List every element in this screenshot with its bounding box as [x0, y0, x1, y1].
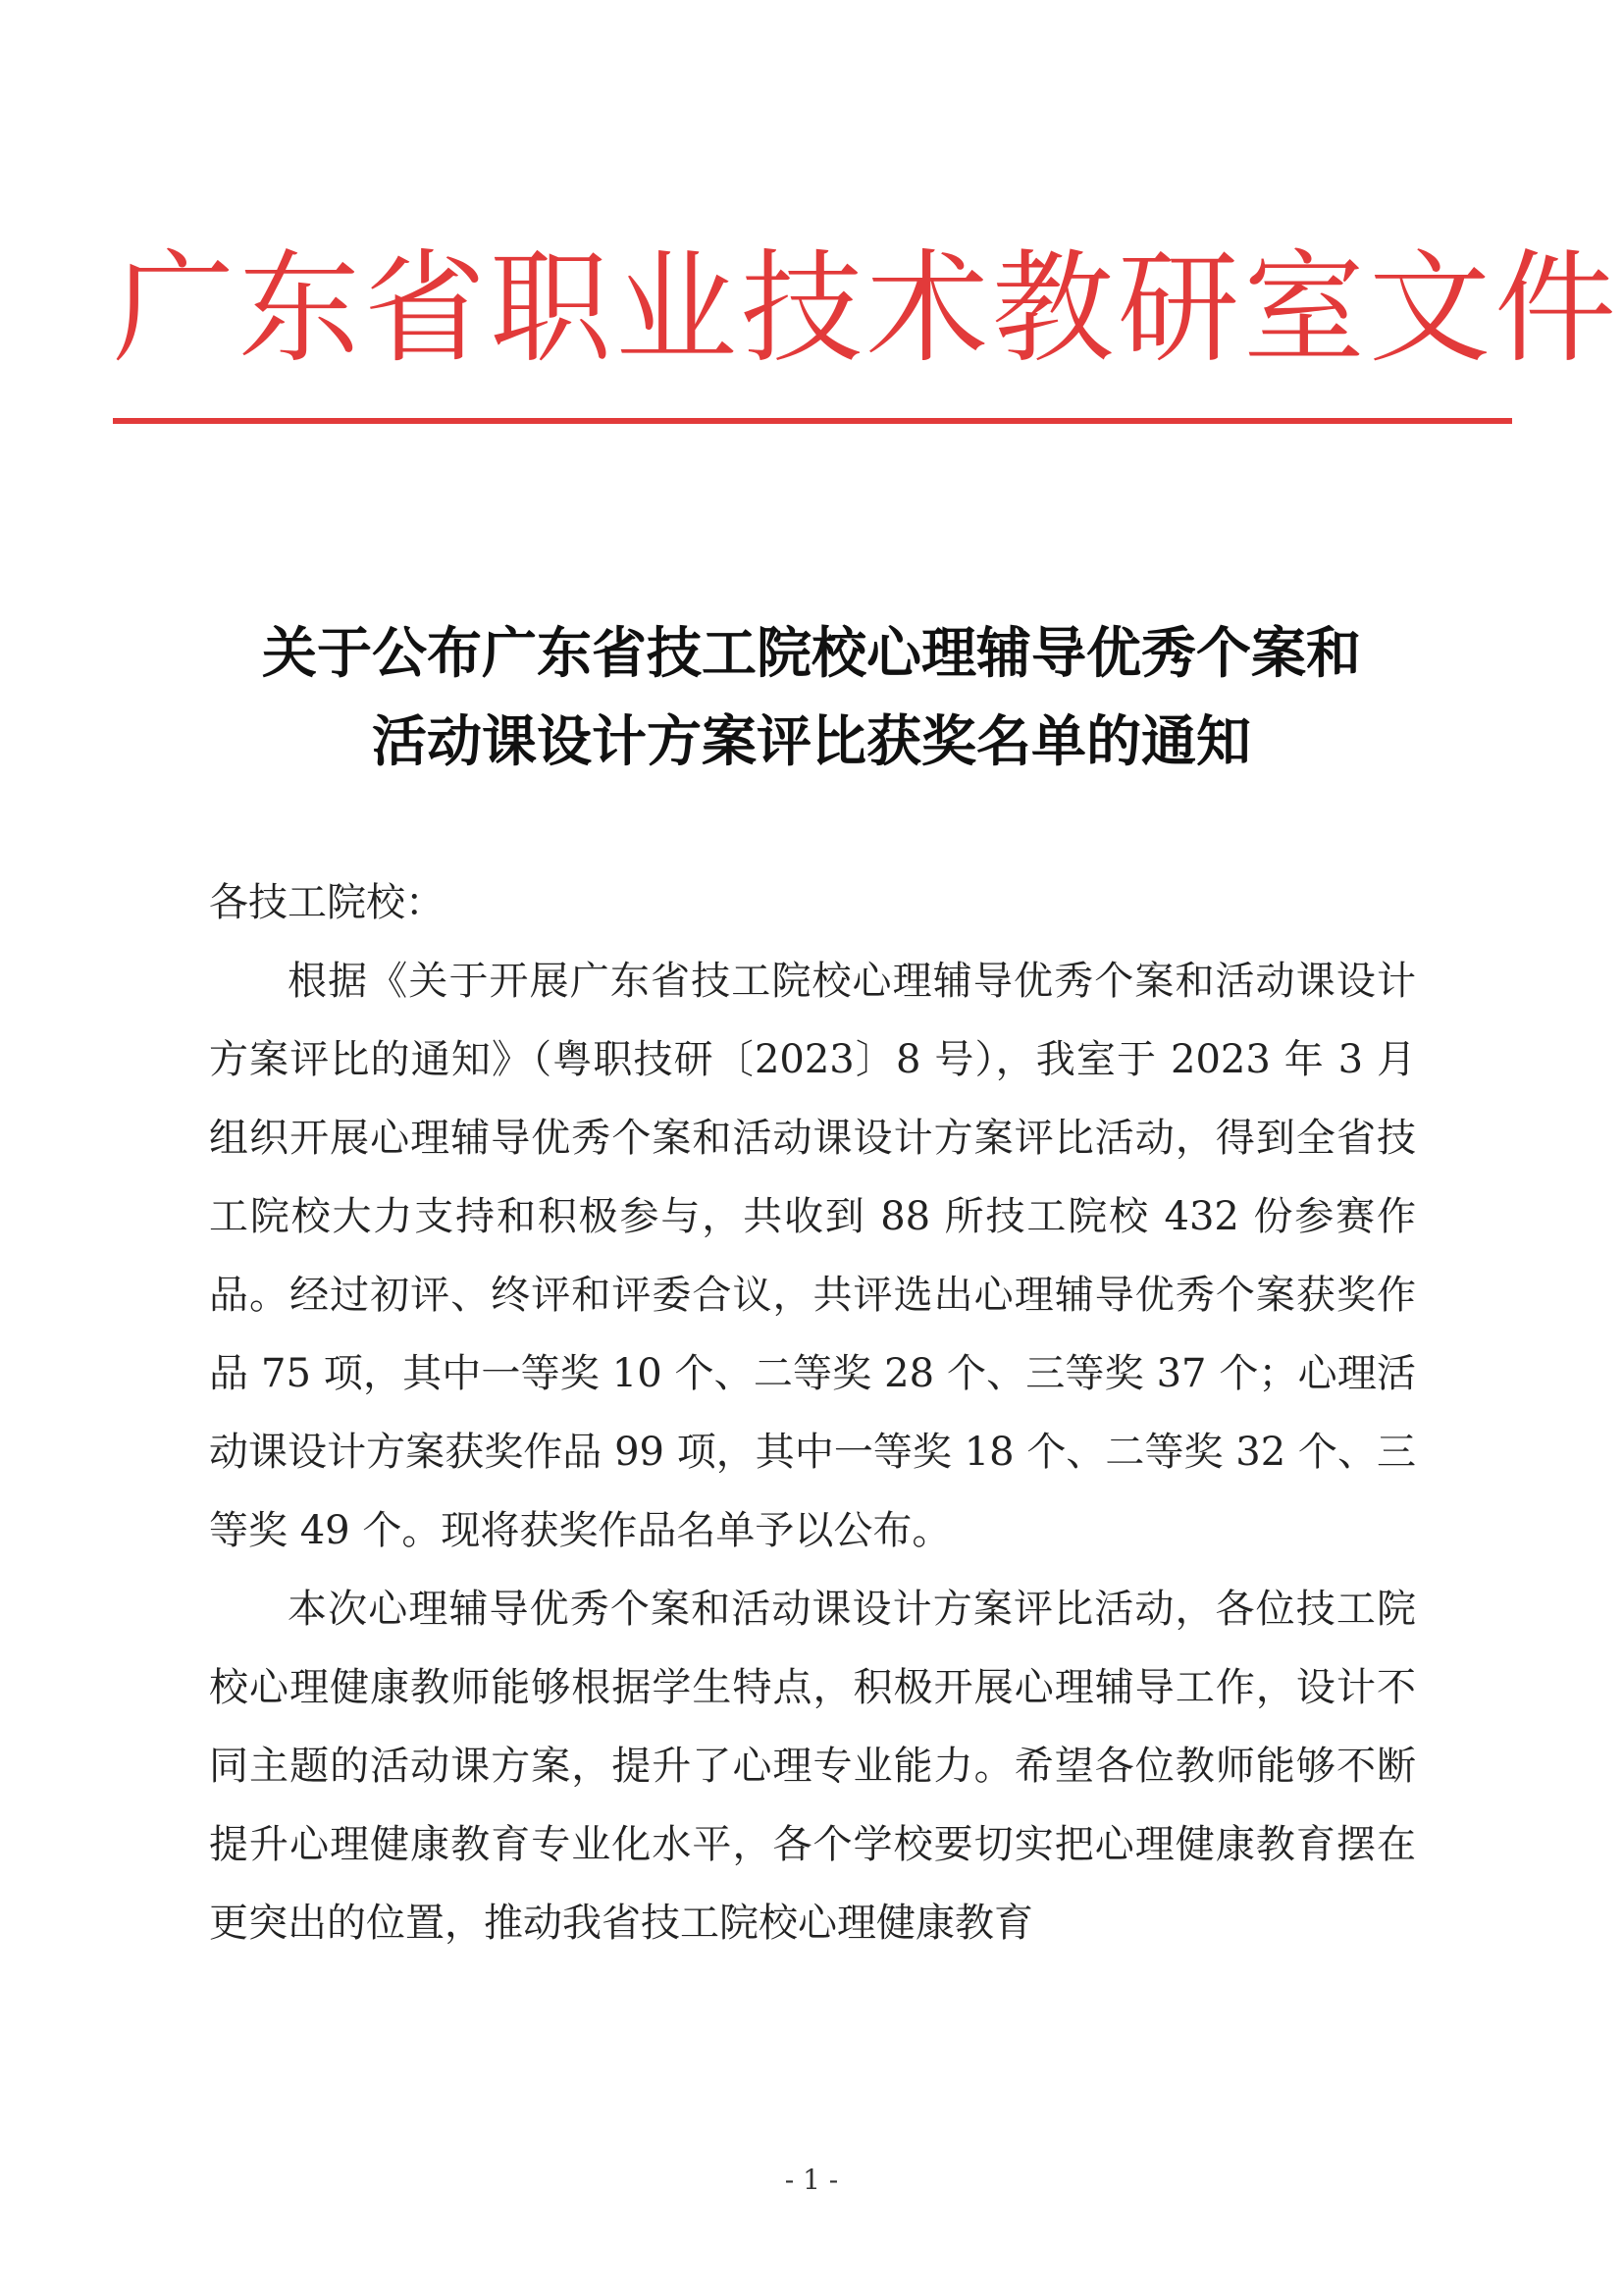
document-title	[98, 610, 1525, 787]
document-title-line-1: 关于公布广东省技工院校心理辅导优秀个案和	[262, 622, 1361, 686]
body-paragraph-2: 本次心理辅导优秀个案和活动课设计方案评比活动，各位技工院校心理健康教师能够根据学生特点，积极开展心理辅导工作，设计不同主题的活动课方案，提升了心理专业能力。希望各位教师能够不断提升心理健康教育专业化水平，各个学校要切实把心理健康教育摆在更突出的位置，推动我省技工院校心理健康教育	[209, 1587, 1416, 1946]
document-body	[209, 863, 1416, 1962]
red-header-rule	[113, 418, 1512, 424]
body-paragraph-1: 根据《关于开展广东省技工院校心理辅导优秀个案和活动课设计方案评比的通知》（粤职技研〔2023〕8 号），我室于 2023 年 3 月组织开展心理辅导优秀个案和活动课设计方案评比活动，得到全省技工院校大力支持和积极参与，共收到 88 所技工院校 432 份参赛作品。经过初评、终评和评委合议，共评选出心理辅导优秀个案获奖作品 75 项，其中一等奖 10 个、二等奖 28 个、三等奖 37 个；心理活动课设计方案获奖作品 99 项，其中一等奖 18 个、二等奖 32 个、三等奖 49 个。现将获奖作品名单予以公布。	[209, 959, 1416, 1553]
document-title-line-2: 活动课设计方案评比获奖名单的通知	[372, 710, 1251, 774]
salutation: 各技工院校：	[209, 880, 445, 925]
office-header-title: 广东省职业技术教研室文件	[113, 238, 1621, 380]
page-number: - 1 -	[784, 2164, 839, 2196]
